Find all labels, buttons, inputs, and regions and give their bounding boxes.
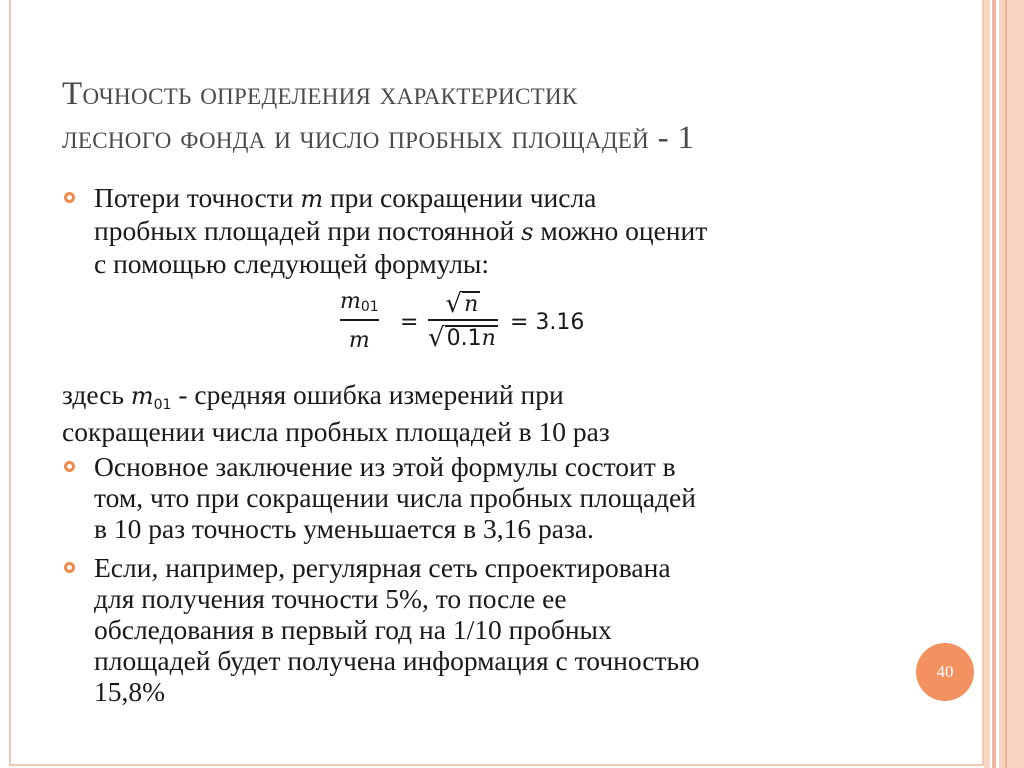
- bullet-ring-icon: [64, 192, 75, 203]
- side-stripe: [999, 0, 1024, 768]
- formula-left-fraction: [340, 285, 379, 359]
- bullet-text: 15,8%: [94, 676, 166, 707]
- formula-result: = 3.16: [510, 310, 585, 335]
- title-line-1: Точность определения характеристик: [62, 76, 578, 112]
- page-number-badge: [916, 643, 974, 701]
- bullet-text: для получения точности 5%, то после ее: [94, 583, 567, 614]
- bullet-item: [62, 451, 922, 544]
- bullet-text: том, что при сокращении числа пробных площадей: [94, 482, 696, 513]
- page-number: 40: [936, 662, 954, 681]
- bullet-ring-icon: [64, 461, 75, 472]
- note-text: сокращении числа пробных площадей в 10 раз: [62, 416, 610, 447]
- slide-content: [62, 182, 922, 707]
- note-text: - средняя ошибка измерений при: [171, 379, 564, 410]
- bullet-text: Потери точности: [94, 182, 301, 213]
- slide-title: [62, 72, 942, 160]
- bullet-text: обследования в первый год на 1/10 пробных: [94, 614, 612, 645]
- math-variable: n: [481, 326, 496, 351]
- math-variable: m: [340, 289, 361, 314]
- formula-right-fraction: [428, 285, 498, 359]
- title-line-2: лесного фонда и число пробных площадей - 1: [62, 120, 695, 156]
- sqrt-symbol: √ n: [445, 289, 479, 319]
- bullet-ring-icon: [64, 562, 75, 573]
- math-variable: m: [348, 328, 370, 353]
- formula-note: [62, 379, 922, 447]
- bullet-item: [62, 182, 922, 279]
- bullet-item: [62, 552, 922, 707]
- equals-sign: =: [400, 310, 419, 335]
- bullet-text: площадей будет получена информация с точностью: [94, 645, 700, 676]
- bullet-text: с помощью следующей формулы:: [94, 248, 490, 279]
- math-variable: m: [300, 185, 324, 213]
- bullet-text: пробных площадей при постоянной: [94, 215, 522, 246]
- sqrt-symbol: √ 0.1n: [428, 323, 496, 353]
- bullet-text: при сокращении числа: [323, 182, 597, 213]
- note-text: здесь: [62, 379, 131, 410]
- formula: [62, 285, 922, 375]
- side-stripe: [1005, 0, 1007, 768]
- bullet-text: Основное заключение из этой формулы состоит в: [94, 451, 676, 482]
- math-variable: n: [464, 292, 479, 317]
- math-variable: s: [521, 218, 534, 246]
- math-number: 0.1: [446, 326, 482, 351]
- math-subscript: 01: [360, 299, 379, 315]
- bullet-text: в 10 раз точность уменьшается в 3,16 раза.: [94, 513, 594, 544]
- math-variable: m: [130, 382, 154, 410]
- bullet-text: Если, например, регулярная сеть спроектирована: [94, 552, 671, 583]
- math-subscript: 01: [153, 397, 172, 413]
- bullet-text: можно оценит: [533, 215, 708, 246]
